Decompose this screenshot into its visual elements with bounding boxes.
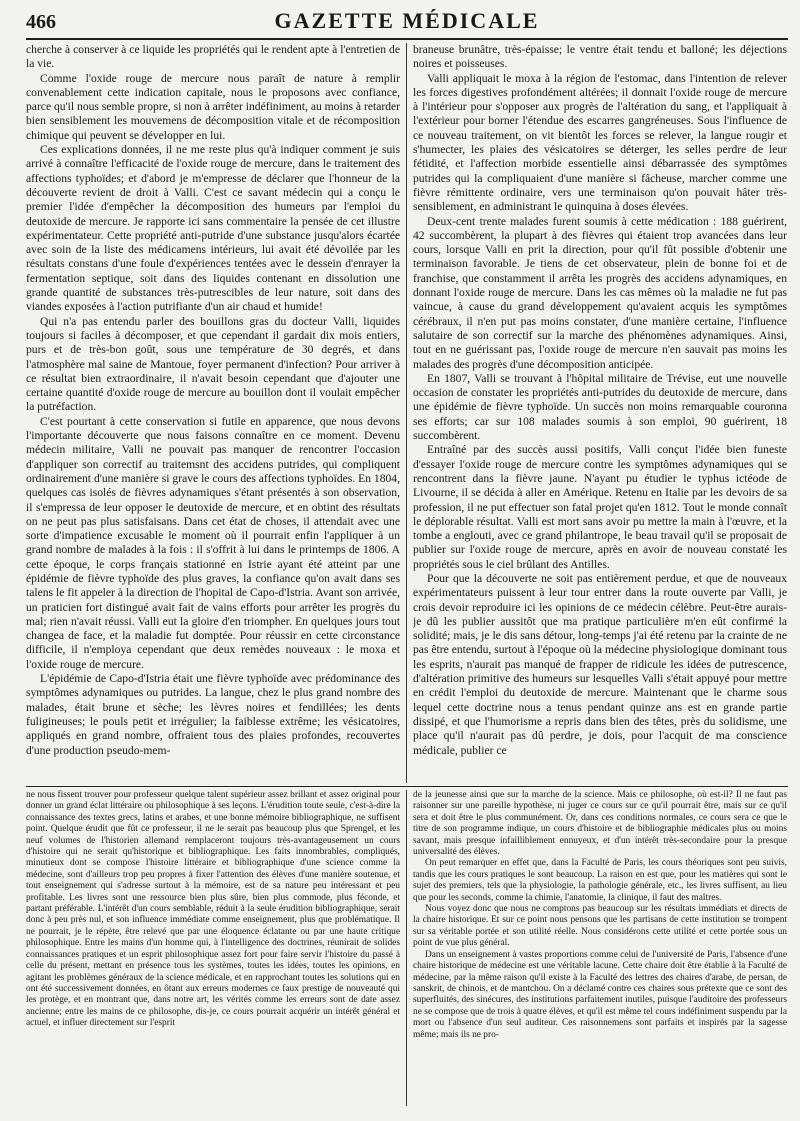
right-column [413, 43, 787, 783]
paragraph: de la jeunesse ainsi que sur la marche de la science. Mais ce philosophe, où est-il? Il ne faut pas raisonner sur une pareille hypothèse, ni juger ce cours sur ce qu'il pourrait être, mais sur ce qu'il sera et doit être le plus communément. Or, dans ces conditions normales, ce cours sera ce que le titre de son programme indique, un cours d'histoire et de bibliographie médicales plus ou moins savant, mais presque infailliblement ennuyeux, et d'un intérêt très-secondaire pour la presque universalité des élèves. [413, 790, 787, 858]
paragraph: Comme l'oxide rouge de mercure nous paraît de nature à remplir convenablement cette indication capitale, nous le proposons avec confiance, parce qu'il nous semble propre, si non à arrêter indéfiniment, au moins à retarder bien sensiblement les mouvemens de décomposition vitale et de récomposition chimique qui peuvent se développer en lui. [26, 71, 400, 142]
paragraph: Pour que la découverte ne soit pas entièrement perdue, et que de nouveaux expérimentateurs puissent à leur tour entrer dans la route ouverte par Valli, je crois devoir reproduire ici les opinions de ce médecin célèbre. Peut-être aurais-je dû les publier aussitôt que ma pratique particulière m'en eût confirmé la solidité; mais, je le dis sans détour, long-temps j'ai été retenu par la crainte de ne pas être entendu, surtout à l'époque où la médecine physiologique dominant tous les esprits, n'aurait pas manqué de frapper de ridicule les idées de putrescence, d'altération primitive des humeurs sur lesquelles Valli s'était appuyé pour mettre en crédit l'emploi du deutoxide de mercure. Maintenant que le charme sous lequel cette doctrine nous a tenus pendant quinze ans est en grande partie dissipé, et que l'humorisme a repris dans bien des têtes, près du solidisme, une place qu'il n'aurait pas dû perdre, je dois, pour l'acquit de ma conscience médicale, publier ce [413, 571, 787, 757]
paragraph: Ces explications données, il ne me reste plus qu'à indiquer comment je suis arrivé à connaître l'efficacité de l'oxide rouge de mercure, dans le traitement des affections typhoïdes; et d'abord je m'empresse de déclarer que l'honneur de la découverte revient de droit à Valli. C'est ce savant médecin qui a conçu le premier l'idée d'empêcher la décomposition des humeurs par l'emploi du deutoxide de mercure. Je rapporte ici sans commentaire la pensée de cet illustre expérimentateur. Cette propriété anti-putride d'une substance jusqu'alors écartée avec soin de la liste des médicamens intérieurs, lui avait été dévoilée par les résultats constans d'une foule d'expériences tentées avec le dessein d'enrayer la fermentation septique, soit dans des liquides contenant en dissolution une grande quantité de substances très-putrescibles de leur nature, soit dans des viandes exposées à l'action putrifiante d'un air chaud et humide! [26, 143, 400, 314]
left-column [26, 43, 400, 783]
footer-divider [26, 786, 788, 787]
paragraph: On peut remarquer en effet que, dans la Faculté de Paris, les cours théoriques sont peu suivis, tandis que les cours pratiques le sont beaucoup. La raison en est que, pour les matières qui sont le sujet des premiers, tels que la physiologie, la pathologie générale, etc., les livres suffisent, au lieu que pour les seconds, comme la chimie, l'anatomie, la clinique, il faut des maîtres. [413, 858, 787, 903]
paragraph: C'est pourtant à cette conservation si futile en apparence, que nous devons l'importante découverte que nous faisons connaître en ce moment. Devenu médecin militaire, Valli ne pouvait pas manquer de rencontrer l'occasion d'appliquer son correctif au traitemsnt des accidens putrides, qui compliquent ordinairement d'une manière si grave le cours des affections typhoïdes. En 1804, quelques cas isolés de fièvres adynamiques s'étant présentés à son observation, il s'empressa de leur opposer le deutoxide de mercure, et en obtint des résultats on ne peut pas plus satisfaisans. Dans cet état de choses, il attendait avec une sorte d'impatience excusable le moment où il pourrait enfin l'appliquer à un grand nombre de malades à la fois : il s'offrit à lui dans le printemps de 1806. A cette époque, le corps français stationné en Istrie ayant été atteint par une épidémie de fièvre typhoïde des plus graves, la confiance qu'on avait dans ses talens le fit appeler à la direction de l'hopital de Capo-d'Istria. Avant son arrivée, un praticien fort distingué avait fait de vains efforts pour arrêter les progrès du mal; rien n'avait réussi. Valli eut la gloire d'en triompher. En quelques jours tout changea de face, et la maladie fut domptée. Pour réussir en cette circonstance difficile, il n'employa cependant que deux remèdes nouveaux : le moxa et l'oxide rouge de mercure. [26, 414, 400, 671]
feuilleton-right-column [413, 790, 787, 1106]
paragraph: Nous voyez donc que nous ne comptons pas beaucoup sur les résultats immédiats et directs de la chaire historique. Et sur ce point nous pensons que les partisans de cette institution se trompent sur sa véritable portée et son utilité réelle. Nous considérons cette utilité et cette portée sous un point de vue plus général. [413, 904, 787, 949]
main-columns [26, 43, 788, 783]
paragraph: Valli appliquait le moxa à la région de l'estomac, dans l'intention de relever les forces digestives profondément altérées; il donnait l'oxide rouge de mercure à l'intérieur pour s'opposer aux progrès de l'altération du sang, et l'appliquait à l'extérieur pour borner l'étendue des escarres gangréneuses. Sous l'influence de ce nouveau traitement, on vit bientôt les forces se relever, la langue rougir et s'humecter, les plaies des vésicatoires se déterger, les selles perdre de leur fétidité, et l'affection morbide essentielle ainsi débarrassée des symptômes putrides qui la compliquaient d'une manière si fâcheuse, marcher comme une fièvre rémittente ordinaire, vers une terminaison qu'on pouvait hâter très-sensiblement, en administrant le quinquina à doses élevées. [413, 71, 787, 214]
paragraph: ne nous fissent trouver pour professeur quelque talent supérieur assez brillant et assez original pour donner un grand éclat littéraire ou philosophique à ses leçons. L'érudition toute seule, c'est-à-dire la connaissance des textes grecs, latins et arabes, et une bonne mémoire bibliographique, ne suffisent point. Quelque érudit que fût ce professeur, il ne le serait pas beaucoup plus que Sprengel, et les neuf volumes de l'historien allemand remplaceront toujours très-avantageusement un cours d'histoire qui ne serait qu'historique et bibliographique. Les faits innombrables, compliqués, minutieux dont se compose l'histoire littéraire et bibliographique d'une science comme la médecine, sont d'ailleurs trop peu propres à fixer l'attention des élèves d'une manière soutenue, et tout enseignement qui s'adresse surtout à la mémoire, est de sa nature peu intéressant et peu profitable. Les livres sont une ressource bien plus sûre, bien plus commode, plus féconde, et partant préférable. L'intérêt d'un cours semblable, réduit à la seule érudition bibliographique, serait donc à peu près nul, et son influence immédiate comme enseignement, plus que problématique. Il ne pourrait, je le répète, être relevé que par une éloquence éclatante ou par une haute critique philosophique. Entre les mains d'un homme qui, à l'intelligence des doctrines, réunirait de solides connaissances pratiques et un esprit philosophique assez fort pour faire servir l'histoire du passé à celle du présent, mettant en présence tous les systèmes, toutes les idées, toutes les opinions, en agitant les problèmes généraux de la science médicale, et en rapprochant toutes les solutions qui en ont été successivement données, en ôtant aux erreurs modernes ce faux prestige de nouveauté qui les protège, et en montrant que, dans notre art, les vérités comme les erreurs sont de date assez ancienne; entre les mains de ce philosophe, dis-je, ce cours pourrait acquérir un intérêt général et actuel, et influer directement sur l'esprit [26, 790, 400, 1029]
page-number: 466 [26, 11, 56, 33]
paragraph: Deux-cent trente malades furent soumis à cette médication : 188 guérirent, 42 succombèrent, la plupart à des fièvres qui étaient trop avancées dans leur cours, lorsque Valli en prit la direction, pour qu'il fût possible d'obtenir une terminaison favorable. Je tiens de cet observateur, plein de bonne foi et de franchise, que constamment il arrêta les progrès des accidens adynamiques, en donnant l'oxide rouge de mercure. Dans les cas mêmes où la maladie ne fut pas vaincue, à cause du grand développement qu'avaient acquis les symptômes cérébraux, il n'en put pas moins constater, d'une manière certaine, l'influence salutaire de son correctif sur la marche des phénomènes adynamiques. Ainsi, tout en ne guérissant pas, l'oxide rouge de mercure n'en sauvait pas moins les malades des progrès d'une décomposition anticipée. [413, 214, 787, 371]
page-header [26, 8, 788, 40]
paragraph: Qui n'a pas entendu parler des bouillons gras du docteur Valli, liquides toujours si faciles à décomposer, et que cependant il gardait dix mois entiers, purs et de très-bon goût, sous une température de 30 degrés, et dans l'atmosphère mal saine de Mantoue, foyer permanent d'infection? Pour arriver à ce résultat bien extraordinaire, il n'avait besoin cependant que d'ajouter une certaine quantité d'oxide rouge de mercure au bouillon dont il voulait empêcher la putréfaction. [26, 314, 400, 414]
feuilleton-columns [26, 790, 788, 1106]
paragraph: braneuse brunâtre, très-épaisse; le ventre était tendu et balloné; les déjections noires et poisseuses. [413, 43, 787, 71]
column-divider [406, 790, 407, 1106]
feuilleton-left-column [26, 790, 400, 1106]
journal-title: GAZETTE MÉDICALE [274, 8, 540, 33]
column-divider [406, 43, 407, 783]
paragraph: Dans un enseignement à vastes proportions comme celui de l'université de Paris, l'absence d'une chaire historique de médecine est une véritable lacune. Cette chaire doit être établie à la Faculté de médecine, par la même raison qu'il existe à la Faculté des lettres des chaires d'arabe, de persan, de sanskrit, de chinois, et de mantchou. On a déclamé contre ces chaires sous prétexte que ce sont des superfluités, des sinécures, des institutions parfaitement inutiles, puisque l'auditoire des professeurs ne se compose que de trois à quatre élèves, et qu'il est même tel cours indéfiniment suspendu par la mort ou l'absence d'un seul auditeur. Ces raisonnemens sont parfaits et inspirés par la sagesse même; mais ils ne pro- [413, 949, 787, 1040]
paragraph: Entraîné par des succès aussi positifs, Valli conçut l'idée bien funeste d'essayer l'oxide rouge de mercure contre les symptômes adynamiques qui se rencontrent dans la fièvre jaune. N'ayant pu étudier le typhus ictéode de Livourne, il se décida à aller en Amérique. Retenu en Italie par les devoirs de sa profession, il ne put effectuer son fatal projet qu'en 1812. Tout le monde connaît le déplorable résultat. Valli est mort sans avoir pu mettre la main à l'œuvre, et la tombe a englouti, avec ce grand philantrope, le beau travail qu'il se proposait de publier sur l'oxide rouge de mercure, après en avoir de nouveau constaté les propriétés sous le ciel brûlant des Antilles. [413, 443, 787, 571]
paragraph: cherche à conserver à ce liquide les propriétés qui le rendent apte à l'entretien de la vie. [26, 43, 400, 71]
paragraph: En 1807, Valli se trouvant à l'hôpital militaire de Trévise, eut une nouvelle occasion de constater les propriétés anti-putrides du deutoxide de mercure, dans une épidémie de fièvre typhoïde. Un succès non moins remarquable couronna ses efforts; car sur 108 malades soumis à son emploi, 90 guérirent, 18 succombèrent. [413, 371, 787, 443]
paragraph: L'épidémie de Capo-d'Istria était une fièvre typhoïde avec prédominance des symptômes adynamiques ou putrides. La langue, chez le plus grand nombre des malades, était brune et sèche; les lèvres noires et fendillées; les dents fuligineuses; le pouls petit et irrégulier; la faiblesse extrême; les vésicatoires, appliqués en grand nombre, offraient tous des plaies profondes, recouvertes d'une production pseudo-mem- [26, 672, 400, 757]
